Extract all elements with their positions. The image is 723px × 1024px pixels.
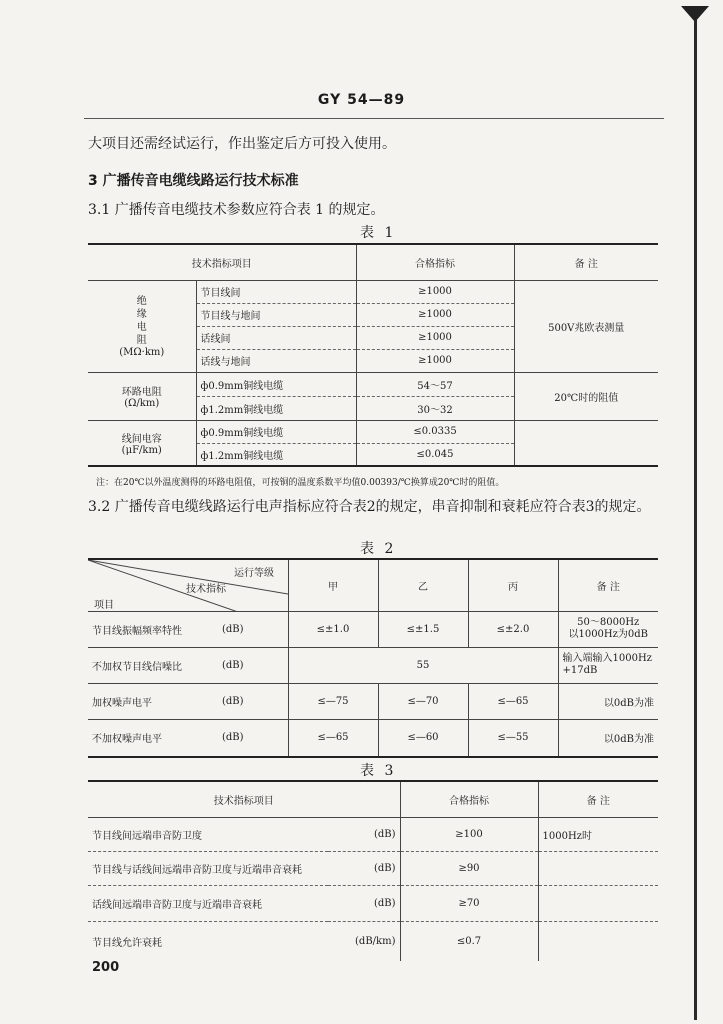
table2-cell-b: ≤±1.5 (378, 611, 468, 647)
table2-row-remark: 以0dB为准 (603, 734, 654, 746)
table2-row-remark: 50～8000Hz 以1000Hz为0dB (568, 617, 649, 640)
page-number: 200 (92, 960, 120, 975)
table3-row-value: ≤0.7 (400, 921, 538, 961)
table1-row-item: ф1.2mm铜线电缆 (196, 396, 356, 420)
table3-row-remark (538, 851, 658, 885)
table2 (88, 558, 658, 758)
table3-row-unit: (dB) (328, 851, 400, 885)
margin-line (694, 20, 697, 1020)
table2-cell-a: ≤±1.0 (288, 611, 378, 647)
table3-row-unit: (dB/km) (328, 921, 400, 961)
table3-header-remark: 备 注 (586, 795, 610, 807)
table3-row-remark (538, 921, 658, 961)
table2-row-remark: 输入端输入1000Hz +17dB (562, 653, 652, 676)
table1-row-item: ф0.9mm铜线电缆 (196, 372, 356, 396)
group-cap-unit: (μF/km) (121, 444, 162, 456)
table1-row-item: 话线间 (196, 326, 356, 349)
section-3-heading: 3 广播传音电缆线路运行技术标准 (88, 173, 299, 189)
table2-caption: 表 2 (360, 541, 397, 557)
table1-row-item: 节目线与地间 (196, 303, 356, 326)
table2-row-unit: (dB) (218, 611, 288, 647)
table1-remark: 500V兆欧表测量 (514, 280, 658, 372)
table1-row-item: ф0.9mm铜线电缆 (196, 420, 356, 443)
diag-mid: 技术指标 (186, 584, 226, 595)
table1-row-value: ≤0.045 (356, 443, 514, 466)
table2-row-item: 节目线振幅频率特性 (92, 625, 182, 637)
table1-header-item: 技术指标项目 (88, 244, 356, 280)
group-cap-label: 线间电容 (121, 433, 162, 445)
table3-header-item: 技术指标项目 (88, 781, 400, 817)
diag-top: 运行等级 (234, 568, 274, 579)
table2-row-remark: 以0dB为准 (603, 697, 654, 709)
table1-row-item: ф1.2mm铜线电缆 (196, 443, 356, 466)
group-insulation-unit: (MΩ·km) (119, 346, 165, 358)
table3-row-remark: 1000Hz时 (542, 830, 592, 842)
group-loop-label: 环路电阻 (121, 387, 162, 398)
section-3-1-text: 3.1 广播传音电缆技术参数应符合表 1 的规定。 (88, 202, 385, 218)
table3-row-unit: (dB) (328, 817, 400, 851)
table1-row-value: ≥1000 (356, 280, 514, 303)
table1-remark-empty (514, 420, 658, 466)
table1-note: 注：在20℃以外温度测得的环路电阻值，可按铜的温度系数平均值0.00393/℃换算成20℃时的阻值。 (96, 478, 505, 488)
table1-row-value: 30～32 (356, 396, 514, 420)
grade-c: 丙 (468, 559, 558, 611)
table1-row-item: 节目线间 (196, 280, 356, 303)
table3-row-item: 话线间远端串音防卫度与近端串音衰耗 (92, 899, 262, 911)
table2-diagonal-header (88, 559, 288, 611)
table2-row-unit: (dB) (218, 647, 288, 683)
table1-group-insulation (88, 280, 196, 372)
table3-row-item: 节目线与话线间远端串音防卫度与近端串音衰耗 (92, 864, 302, 876)
table2-row-item: 不加权节目线信噪比 (92, 661, 182, 673)
table1-row-value: ≥1000 (356, 349, 514, 372)
table1-row-item: 话线与地间 (196, 349, 356, 372)
header-rule (84, 118, 664, 119)
grade-a: 甲 (288, 559, 378, 611)
table3-row-unit: (dB) (328, 885, 400, 921)
table3-row-value: ≥90 (400, 851, 538, 885)
table1-row-value: ≥1000 (356, 303, 514, 326)
table2-merged-value: 55 (288, 647, 558, 683)
table1-header-remark: 备 注 (574, 258, 598, 270)
table1 (88, 243, 658, 467)
standard-code: GY 54—89 (317, 92, 406, 108)
table2-cell-b: ≤—60 (378, 719, 468, 757)
table3-row-remark (538, 885, 658, 921)
table2-cell-c: ≤±2.0 (468, 611, 558, 647)
table2-cell-b: ≤—70 (378, 683, 468, 719)
table3-row-value: ≥100 (400, 817, 538, 851)
table1-header-value: 合格指标 (356, 244, 514, 280)
table3-caption: 表 3 (360, 763, 397, 779)
table2-cell-a: ≤—75 (288, 683, 378, 719)
table2-row-item: 不加权噪声电平 (92, 734, 162, 746)
table2-row-unit: (dB) (218, 719, 288, 757)
table3-row-item: 节目线允许衰耗 (92, 937, 162, 949)
table2-cell-a: ≤—65 (288, 719, 378, 757)
group-insulation-label: 绝 缘 电 阻 (136, 295, 147, 346)
diag-bottom: 项目 (94, 600, 114, 611)
table1-remark: 20℃时的阻值 (514, 372, 658, 420)
table3 (88, 780, 658, 961)
table1-row-value: 54～57 (356, 372, 514, 396)
table1-group-cap (88, 420, 196, 466)
table1-group-loop (88, 372, 196, 420)
table1-row-value: ≥1000 (356, 326, 514, 349)
table3-header-value: 合格指标 (400, 781, 538, 817)
table2-remark-header: 备 注 (596, 581, 620, 593)
section-3-2-text: 3.2 广播传音电缆线路运行电声指标应符合表2的规定，串音抑制和衰耗应符合表3的规定。 (88, 499, 651, 515)
group-loop-unit: (Ω/km) (124, 398, 160, 409)
table3-row-value: ≥70 (400, 885, 538, 921)
table2-cell-c: ≤—65 (468, 683, 558, 719)
table2-row-item: 加权噪声电平 (92, 697, 152, 709)
table2-cell-c: ≤—55 (468, 719, 558, 757)
grade-b: 乙 (378, 559, 468, 611)
table1-row-value: ≤0.0335 (356, 420, 514, 443)
intro-text: 大项目还需经试运行，作出鉴定后方可投入使用。 (88, 136, 396, 152)
table1-caption: 表 1 (360, 225, 397, 241)
table2-row-unit: (dB) (218, 683, 288, 719)
table3-row-item: 节目线间远端串音防卫度 (92, 830, 202, 842)
